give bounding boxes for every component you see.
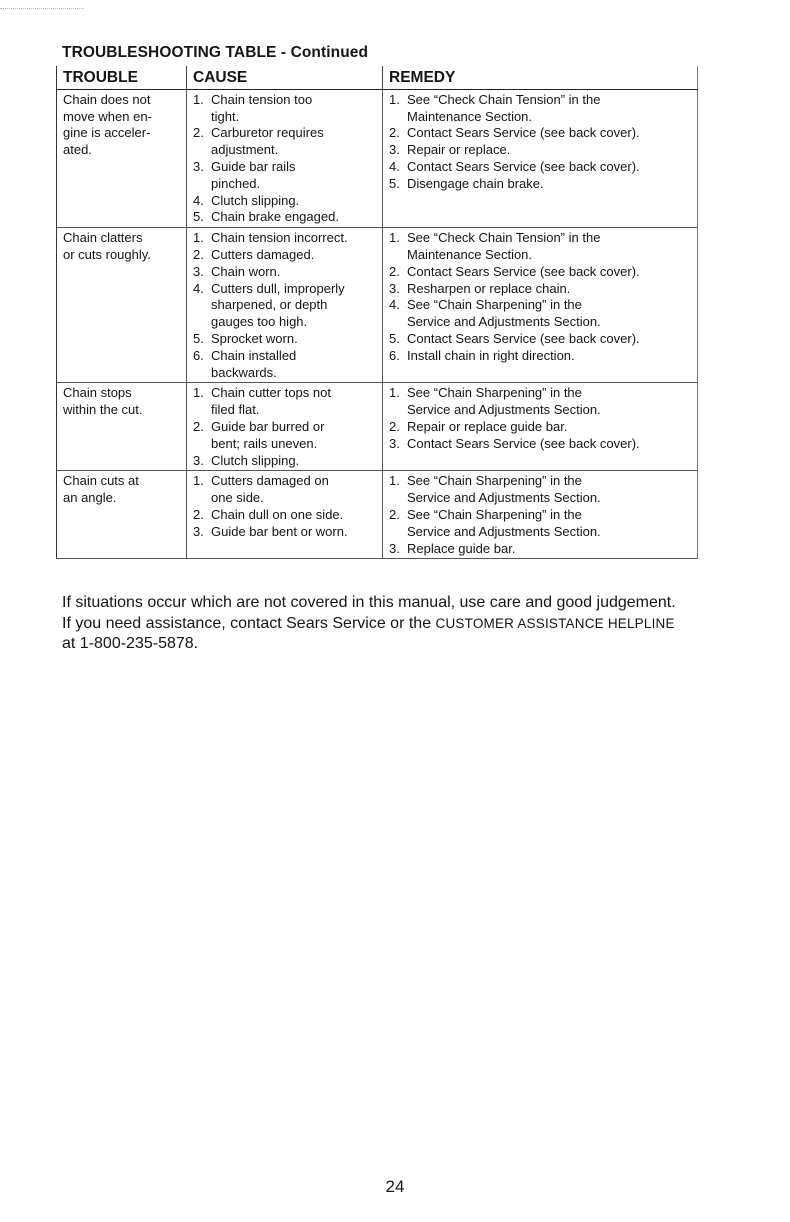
cause-number: 1.: [193, 91, 204, 107]
remedy-list: [389, 230, 693, 364]
remedy-number: 4.: [389, 297, 400, 313]
trouble-cell: Chain does not move when en- gine is acceler- ated.: [57, 89, 187, 227]
scan-artifact: [0, 8, 84, 9]
column-header-cause: CAUSE: [187, 66, 383, 89]
remedy-text: Contact Sears Service (see back cover).: [407, 158, 640, 174]
cause-text: Cutters damaged on one side.: [211, 473, 329, 506]
cause-item: [193, 92, 378, 126]
cause-item: [193, 524, 378, 541]
cause-number: 3.: [193, 158, 204, 174]
remedy-number: 6.: [389, 347, 400, 363]
cause-number: 5.: [193, 330, 204, 346]
cause-cell: [187, 228, 383, 383]
remedy-cell: [383, 228, 698, 383]
remedy-list: [389, 473, 693, 557]
table-row: [57, 228, 698, 383]
table-row: [57, 383, 698, 471]
remedy-number: 5.: [389, 175, 400, 191]
remedy-item: [389, 125, 693, 142]
cause-cell: [187, 383, 383, 471]
cause-text: Chain tension too tight.: [211, 91, 313, 124]
remedy-item: [389, 92, 693, 126]
cause-list: [193, 473, 378, 540]
cause-list: [193, 92, 378, 226]
cause-number: 2.: [193, 418, 204, 434]
trouble-cell: Chain cuts at an angle.: [57, 471, 187, 559]
cause-item: [193, 473, 378, 507]
remedy-text: Repair or replace guide bar.: [407, 418, 568, 434]
cause-number: 3.: [193, 523, 204, 539]
remedy-item: [389, 348, 693, 365]
cause-cell: [187, 471, 383, 559]
cause-number: 2.: [193, 506, 204, 522]
cause-item: [193, 453, 378, 470]
remedy-text: See “Chain Sharpening” in the Service and Adjustments Section.: [407, 297, 601, 330]
remedy-item: [389, 331, 693, 348]
cause-text: Guide bar burred or bent; rails uneven.: [211, 418, 325, 451]
cause-text: Chain cutter tops not filed flat.: [211, 385, 331, 418]
cause-item: [193, 281, 378, 331]
troubleshooting-table: [56, 66, 698, 559]
remedy-number: 3.: [389, 540, 400, 556]
remedy-list: [389, 92, 693, 193]
cause-item: [193, 159, 378, 193]
cause-text: Chain tension incorrect.: [211, 230, 348, 246]
remedy-text: Contact Sears Service (see back cover).: [407, 330, 640, 346]
remedy-item: [389, 473, 693, 507]
cause-number: 1.: [193, 230, 204, 246]
remedy-text: Repair or replace.: [407, 142, 511, 158]
remedy-number: 2.: [389, 125, 400, 141]
page-number: 24: [385, 1177, 405, 1196]
trouble-cell: Chain stops within the cut.: [57, 383, 187, 471]
note-phone: at 1-800-235-5878.: [62, 635, 199, 652]
remedy-number: 1.: [389, 473, 400, 489]
cause-item: [193, 507, 378, 524]
remedy-item: [389, 419, 693, 436]
cause-item: [193, 125, 378, 159]
remedy-list: [389, 385, 693, 452]
cause-text: Guide bar bent or worn.: [211, 523, 348, 539]
cause-text: Cutters dull, improperly sharpened, or depth gauges too high.: [211, 280, 345, 330]
table-row: [57, 471, 698, 559]
remedy-number: 2.: [389, 418, 400, 434]
remedy-text: See “Check Chain Tension” in the Maintenance Section.: [407, 91, 601, 124]
cause-item: [193, 331, 378, 348]
remedy-cell: [383, 471, 698, 559]
remedy-number: 1.: [389, 230, 400, 246]
cause-number: 4.: [193, 280, 204, 296]
cause-number: 2.: [193, 125, 204, 141]
cause-number: 1.: [193, 385, 204, 401]
cause-list: [193, 230, 378, 381]
cause-list: [193, 385, 378, 469]
cause-item: [193, 348, 378, 382]
remedy-item: [389, 297, 693, 331]
remedy-text: See “Check Chain Tension” in the Maintenance Section.: [407, 230, 601, 262]
remedy-text: See “Chain Sharpening” in the Service and Adjustments Section.: [407, 473, 601, 506]
cause-item: [193, 264, 378, 281]
assistance-note: [62, 593, 682, 655]
cause-item: [193, 230, 378, 247]
page-title: TROUBLESHOOTING TABLE - Continued: [62, 44, 369, 61]
remedy-text: Disengage chain brake.: [407, 175, 544, 191]
cause-item: [193, 385, 378, 419]
cause-number: 6.: [193, 347, 204, 363]
remedy-text: See “Chain Sharpening” in the Service and Adjustments Section.: [407, 506, 601, 539]
remedy-number: 3.: [389, 142, 400, 158]
remedy-number: 5.: [389, 330, 400, 346]
remedy-number: 4.: [389, 158, 400, 174]
cause-item: [193, 247, 378, 264]
column-header-remedy: REMEDY: [383, 66, 698, 89]
helpline-name: CUSTOMER ASSISTANCE HELPLINE: [435, 615, 675, 631]
cause-text: Carburetor requires adjustment.: [211, 125, 324, 158]
remedy-item: [389, 436, 693, 453]
cause-number: 3.: [193, 452, 204, 468]
cause-text: Chain installed backwards.: [211, 347, 297, 380]
cause-number: 4.: [193, 192, 204, 208]
cause-text: Clutch slipping.: [211, 452, 300, 468]
note-text: If situations occur which are not covered in this manual, use care and good judgement. If you need assistance, contact Sears Service or the: [62, 594, 676, 632]
remedy-item: [389, 176, 693, 193]
remedy-text: Contact Sears Service (see back cover).: [407, 125, 640, 141]
remedy-text: Contact Sears Service (see back cover).: [407, 435, 640, 451]
cause-text: Guide bar rails pinched.: [211, 158, 296, 191]
cause-text: Chain dull on one side.: [211, 506, 344, 522]
remedy-cell: [383, 383, 698, 471]
remedy-text: See “Chain Sharpening” in the Service and Adjustments Section.: [407, 385, 601, 418]
cause-item: [193, 193, 378, 210]
remedy-text: Resharpen or replace chain.: [407, 280, 571, 296]
remedy-item: [389, 142, 693, 159]
cause-text: Chain worn.: [211, 263, 281, 279]
table-row: [57, 89, 698, 227]
remedy-text: Install chain in right direction.: [407, 347, 575, 363]
cause-text: Sprocket worn.: [211, 330, 298, 346]
cause-text: Chain brake engaged.: [211, 209, 339, 225]
remedy-item: [389, 159, 693, 176]
remedy-item: [389, 541, 693, 558]
remedy-number: 1.: [389, 91, 400, 107]
remedy-item: [389, 507, 693, 541]
cause-cell: [187, 89, 383, 227]
remedy-number: 3.: [389, 435, 400, 451]
remedy-number: 2.: [389, 263, 400, 279]
remedy-number: 2.: [389, 506, 400, 522]
remedy-item: [389, 230, 693, 264]
cause-text: Cutters damaged.: [211, 246, 315, 262]
remedy-item: [389, 264, 693, 281]
remedy-item: [389, 281, 693, 298]
column-header-trouble: TROUBLE: [57, 66, 187, 89]
remedy-item: [389, 385, 693, 419]
cause-number: 3.: [193, 263, 204, 279]
remedy-cell: [383, 89, 698, 227]
table-header-row: [57, 66, 698, 89]
remedy-number: 1.: [389, 385, 400, 401]
remedy-text: Contact Sears Service (see back cover).: [407, 263, 640, 279]
cause-number: 2.: [193, 246, 204, 262]
cause-text: Clutch slipping.: [211, 192, 300, 208]
remedy-number: 3.: [389, 280, 400, 296]
trouble-cell: Chain clatters or cuts roughly.: [57, 228, 187, 383]
cause-item: [193, 419, 378, 453]
cause-item: [193, 209, 378, 226]
cause-number: 5.: [193, 209, 204, 225]
remedy-text: Replace guide bar.: [407, 540, 516, 556]
cause-number: 1.: [193, 473, 204, 489]
